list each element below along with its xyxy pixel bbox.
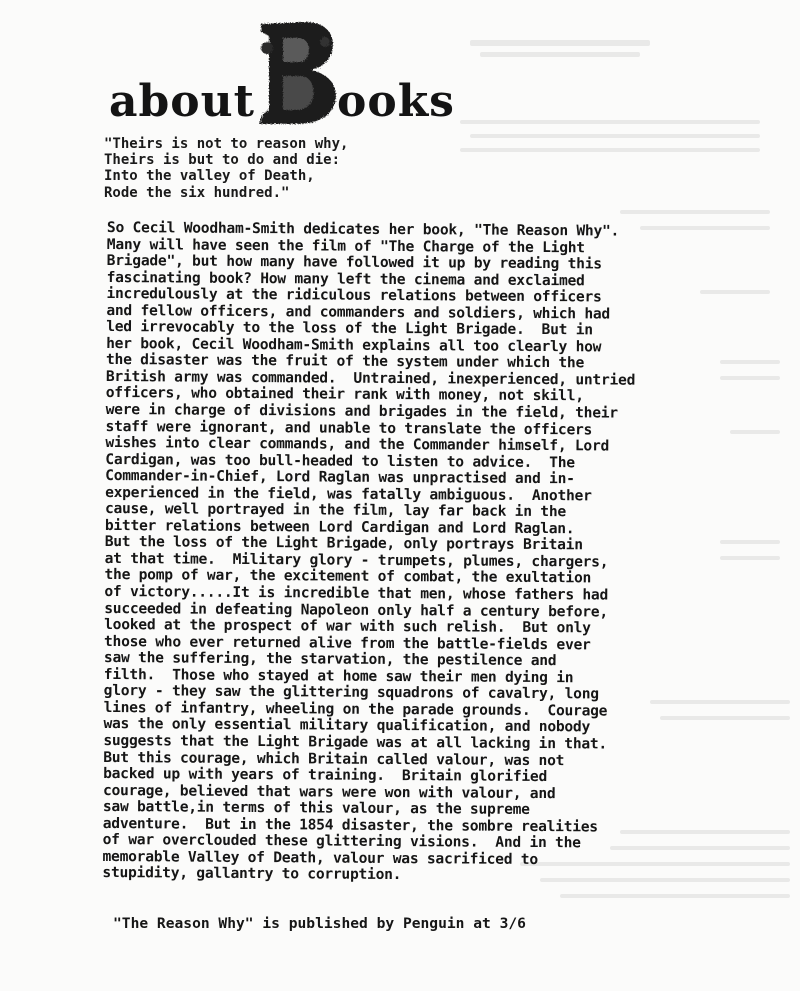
body-line: officers, who obtained their rank with money, not skill, [105,384,584,405]
poem-line: Rode the six hundred." [104,184,290,201]
body-line: bitter relations between Lord Cardigan and Lord Raglan. [104,516,575,538]
body-line: filth. Those who stayed at home saw their men dying in [103,665,574,687]
body-line: incredulously at the ridiculous relations between officers [106,285,602,306]
body-line: succeeded in defeating Napoleon only half a century before, [104,599,608,621]
body-line: were in charge of divisions and brigades in the field, their [105,401,618,422]
body-line: suggests that the Light Brigade was at all lacking in that. [103,731,608,753]
body-line: of victory.....It is incredible that men, whose fathers had [104,583,609,604]
body-line: wishes into clear commands, and the Commander himself, Lord [105,434,610,455]
masthead-word-about: about [109,76,255,127]
body-line: But the loss of the Light Brigade, only portrays Britain [104,533,583,554]
body-line: But this courage, which Britain called valour, was not [103,748,565,769]
body-line: looked at the prospect of war with such relish. But only [104,616,591,637]
body-line: memorable Valley of Death, valour was sacrificed to [102,847,538,868]
body-line: So Cecil Woodham-Smith dedicates her book, "The Reason Why". [106,219,620,240]
masthead-word-ooks: ooks [337,76,455,127]
body-line: and fellow officers, and commanders and soldiers, which had [106,301,611,323]
review-body [102,220,636,886]
body-line: glory - they saw the glittering squadrons of cavalry, long [103,682,599,703]
body-line: of war overclouded these glittering visions. And in the [102,831,581,852]
publisher-note: "The Reason Why" is published by Penguin at 3/6 [113,915,526,932]
body-line: fascinating book? How many left the cinema and exclaimed [106,268,585,289]
body-line: her book, Cecil Woodham-Smith explains all too clearly how [106,334,602,356]
body-line: staff were ignorant, and unable to translate the officers [105,417,593,438]
poem-line: Theirs is but to do and die: [104,152,341,169]
body-line: Cardigan, was too bull-headed to listen to advice. The [105,450,575,471]
body-line: adventure. But in the 1854 disaster, the sombre realities [102,814,598,836]
about-books-masthead [105,18,455,128]
masthead-b-ink-mark [247,18,343,126]
body-line: Brigade", but how many have followed it up by reading this [106,252,602,273]
poem-line: "Theirs is not to reason why, [104,136,349,152]
body-line: lines of infantry, wheeling on the parade grounds. Courage [103,698,608,720]
body-line: saw the suffering, the starvation, the pestilence and [103,649,557,670]
body-line: Many will have seen the film of "The Charge of the Light [106,235,585,256]
body-line: experienced in the field, was fatally ambiguous. Another [105,483,592,505]
body-line: at that time. Military glory - trumpets, plumes, chargers, [104,549,609,571]
body-line: led irrevocably to the loss of the Light Brigade. But in [106,318,593,339]
body-line: saw battle,in terms of this valour, as the supreme [102,798,530,819]
body-line: Commander-in-Chief, Lord Raglan was unpractised and in- [105,467,575,488]
body-line: the pomp of war, the excitement of combat, the exultation [104,566,592,587]
poem-line: Into the valley of Death, [104,168,315,185]
body-line: backed up with years of training. Britain glorified [103,765,548,786]
poem-epigraph [104,136,348,201]
body-line: stupidity, gallantry to corruption. [102,864,402,884]
body-line: was the only essential military qualification, and nobody [103,715,591,736]
body-line: the disaster was the fruit of the system under which the [105,351,585,372]
body-line: courage, believed that wars were won with valour, and [102,781,556,802]
body-line: British army was commanded. Untrained, inexperienced, untried [105,367,636,389]
body-line: cause, well portrayed in the film, lay far back in the [104,500,567,521]
body-line: those who ever returned alive from the battle-fields ever [104,632,591,654]
